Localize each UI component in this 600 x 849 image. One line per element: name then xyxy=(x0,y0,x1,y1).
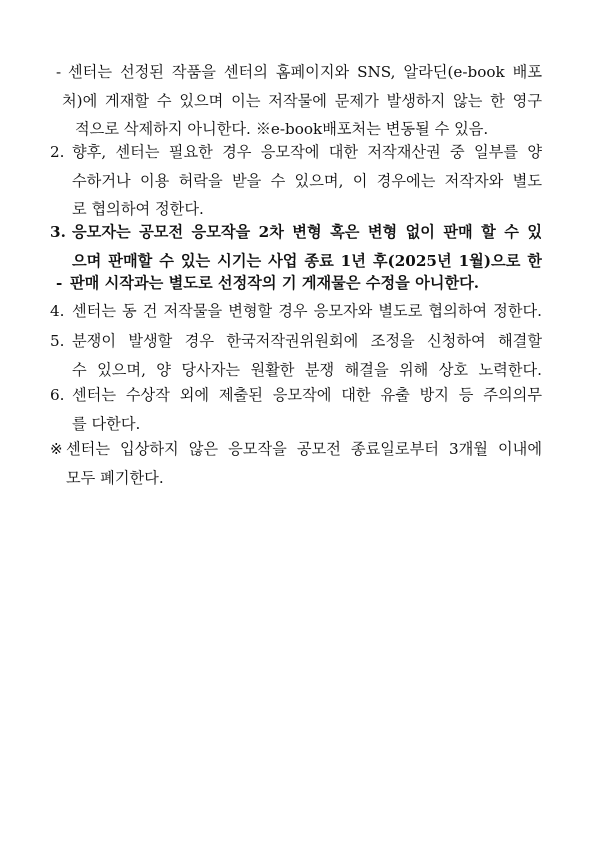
text-line: 수하거나 이용 허락을 받을 수 있으며, 이 경우에는 저작자와 별도 xyxy=(72,171,542,190)
text-line: 수 있으며, 양 당사자는 원활한 분쟁 해결을 위해 상호 노력한다. xyxy=(72,360,542,379)
item-marker: 6. xyxy=(50,386,65,404)
list-item xyxy=(72,297,542,326)
list-item xyxy=(66,435,542,492)
text-line: 센터는 입상하지 않은 응모작을 공모전 종료일로부터 3개월 이내에 xyxy=(66,440,542,458)
text-line: 센터는 선정된 작품을 센터의 홈페이지와 SNS, 알라딘(e-book 배포 xyxy=(68,63,542,81)
text-line: 으며 판매할 수 있는 시기는 사업 종료 1년 후(2025년 1월)으로 한 xyxy=(72,251,542,270)
text-line: 센터는 수상작 외에 제출된 응모작에 대한 유출 방지 등 주의의무 xyxy=(72,386,542,404)
list-item xyxy=(72,381,542,438)
text-line: 적으로 삭제하지 아니한다. ※e-book배포처는 변동될 수 있음. xyxy=(75,120,489,138)
list-item xyxy=(72,218,542,275)
item-marker: 4. xyxy=(50,302,65,320)
text-line: 센터는 동 건 저작물을 변형할 경우 응모자와 별도로 협의하여 정한다. xyxy=(72,302,542,320)
item-marker: - xyxy=(56,63,62,81)
text-line: 를 다한다. xyxy=(72,414,141,433)
list-item xyxy=(72,138,542,224)
item-marker: ※ xyxy=(50,440,63,458)
text-line: 향후, 센터는 필요한 경우 응모작에 대한 저작재산권 중 일부를 양 xyxy=(72,143,542,161)
text-line: 응모자는 공모전 응모작을 2차 변형 혹은 변형 없이 판매 할 수 있 xyxy=(72,223,542,241)
item-marker: 5. xyxy=(50,332,65,350)
list-item-continuation xyxy=(62,87,542,116)
text-line: 모두 폐기한다. xyxy=(66,468,164,487)
list-item xyxy=(68,58,542,87)
item-marker: 3. xyxy=(50,223,66,241)
item-marker: 2. xyxy=(50,143,65,161)
list-item xyxy=(70,269,516,298)
text-line: 로 협의하여 정한다. xyxy=(72,200,204,218)
item-marker: - xyxy=(56,274,63,292)
text-line: 분쟁이 발생할 경우 한국저작권위원회에 조정을 신청하여 해결할 xyxy=(72,332,542,350)
text-line: 판매 시작과는 별도로 선정작의 기 게재물은 수정을 아니한다. xyxy=(70,274,480,292)
list-item xyxy=(72,327,542,384)
text-line: 처)에 게재할 수 있으며 이는 저작물에 문제가 발생하지 않는 한 영구 xyxy=(62,91,542,110)
